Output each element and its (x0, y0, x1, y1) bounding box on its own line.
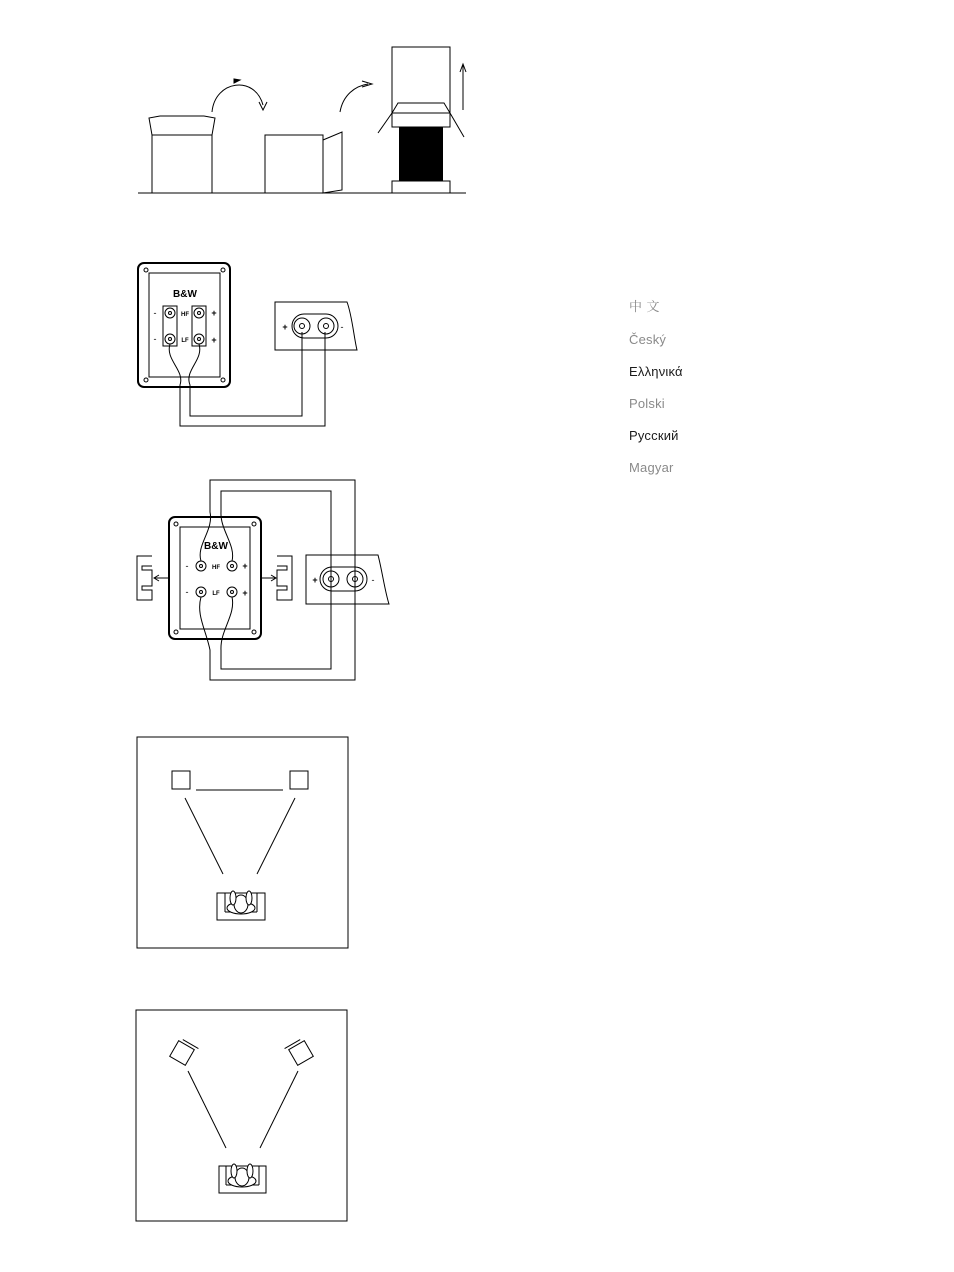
plus-label: + (242, 588, 248, 598)
language-item-hungarian[interactable]: Magyar (629, 460, 674, 475)
language-item-greek[interactable]: Ελληνικά (629, 364, 683, 379)
minus-label: - (371, 575, 375, 585)
lf-label: LF (181, 338, 189, 344)
language-item-polish[interactable]: Polski (629, 396, 665, 411)
brand-logo: B&W (204, 541, 228, 552)
minus-label: - (153, 334, 157, 344)
language-item-russian[interactable]: Русский (629, 428, 679, 443)
plus-label: + (312, 575, 318, 585)
minus-label: - (340, 322, 344, 332)
brand-logo: B&W (173, 289, 197, 300)
hf-label: HF (181, 312, 189, 318)
language-item-czech[interactable]: Český (629, 332, 667, 347)
plus-label: + (211, 335, 217, 345)
lf-label: LF (212, 591, 220, 597)
plus-label: + (211, 308, 217, 318)
language-list (629, 298, 683, 490)
hf-label: HF (212, 565, 220, 571)
plus-label: + (282, 322, 288, 332)
minus-label: - (153, 308, 157, 318)
minus-label: - (185, 561, 189, 571)
language-item-chinese[interactable]: 中 文 (629, 300, 660, 315)
minus-label: - (185, 587, 189, 597)
plus-label: + (242, 561, 248, 571)
